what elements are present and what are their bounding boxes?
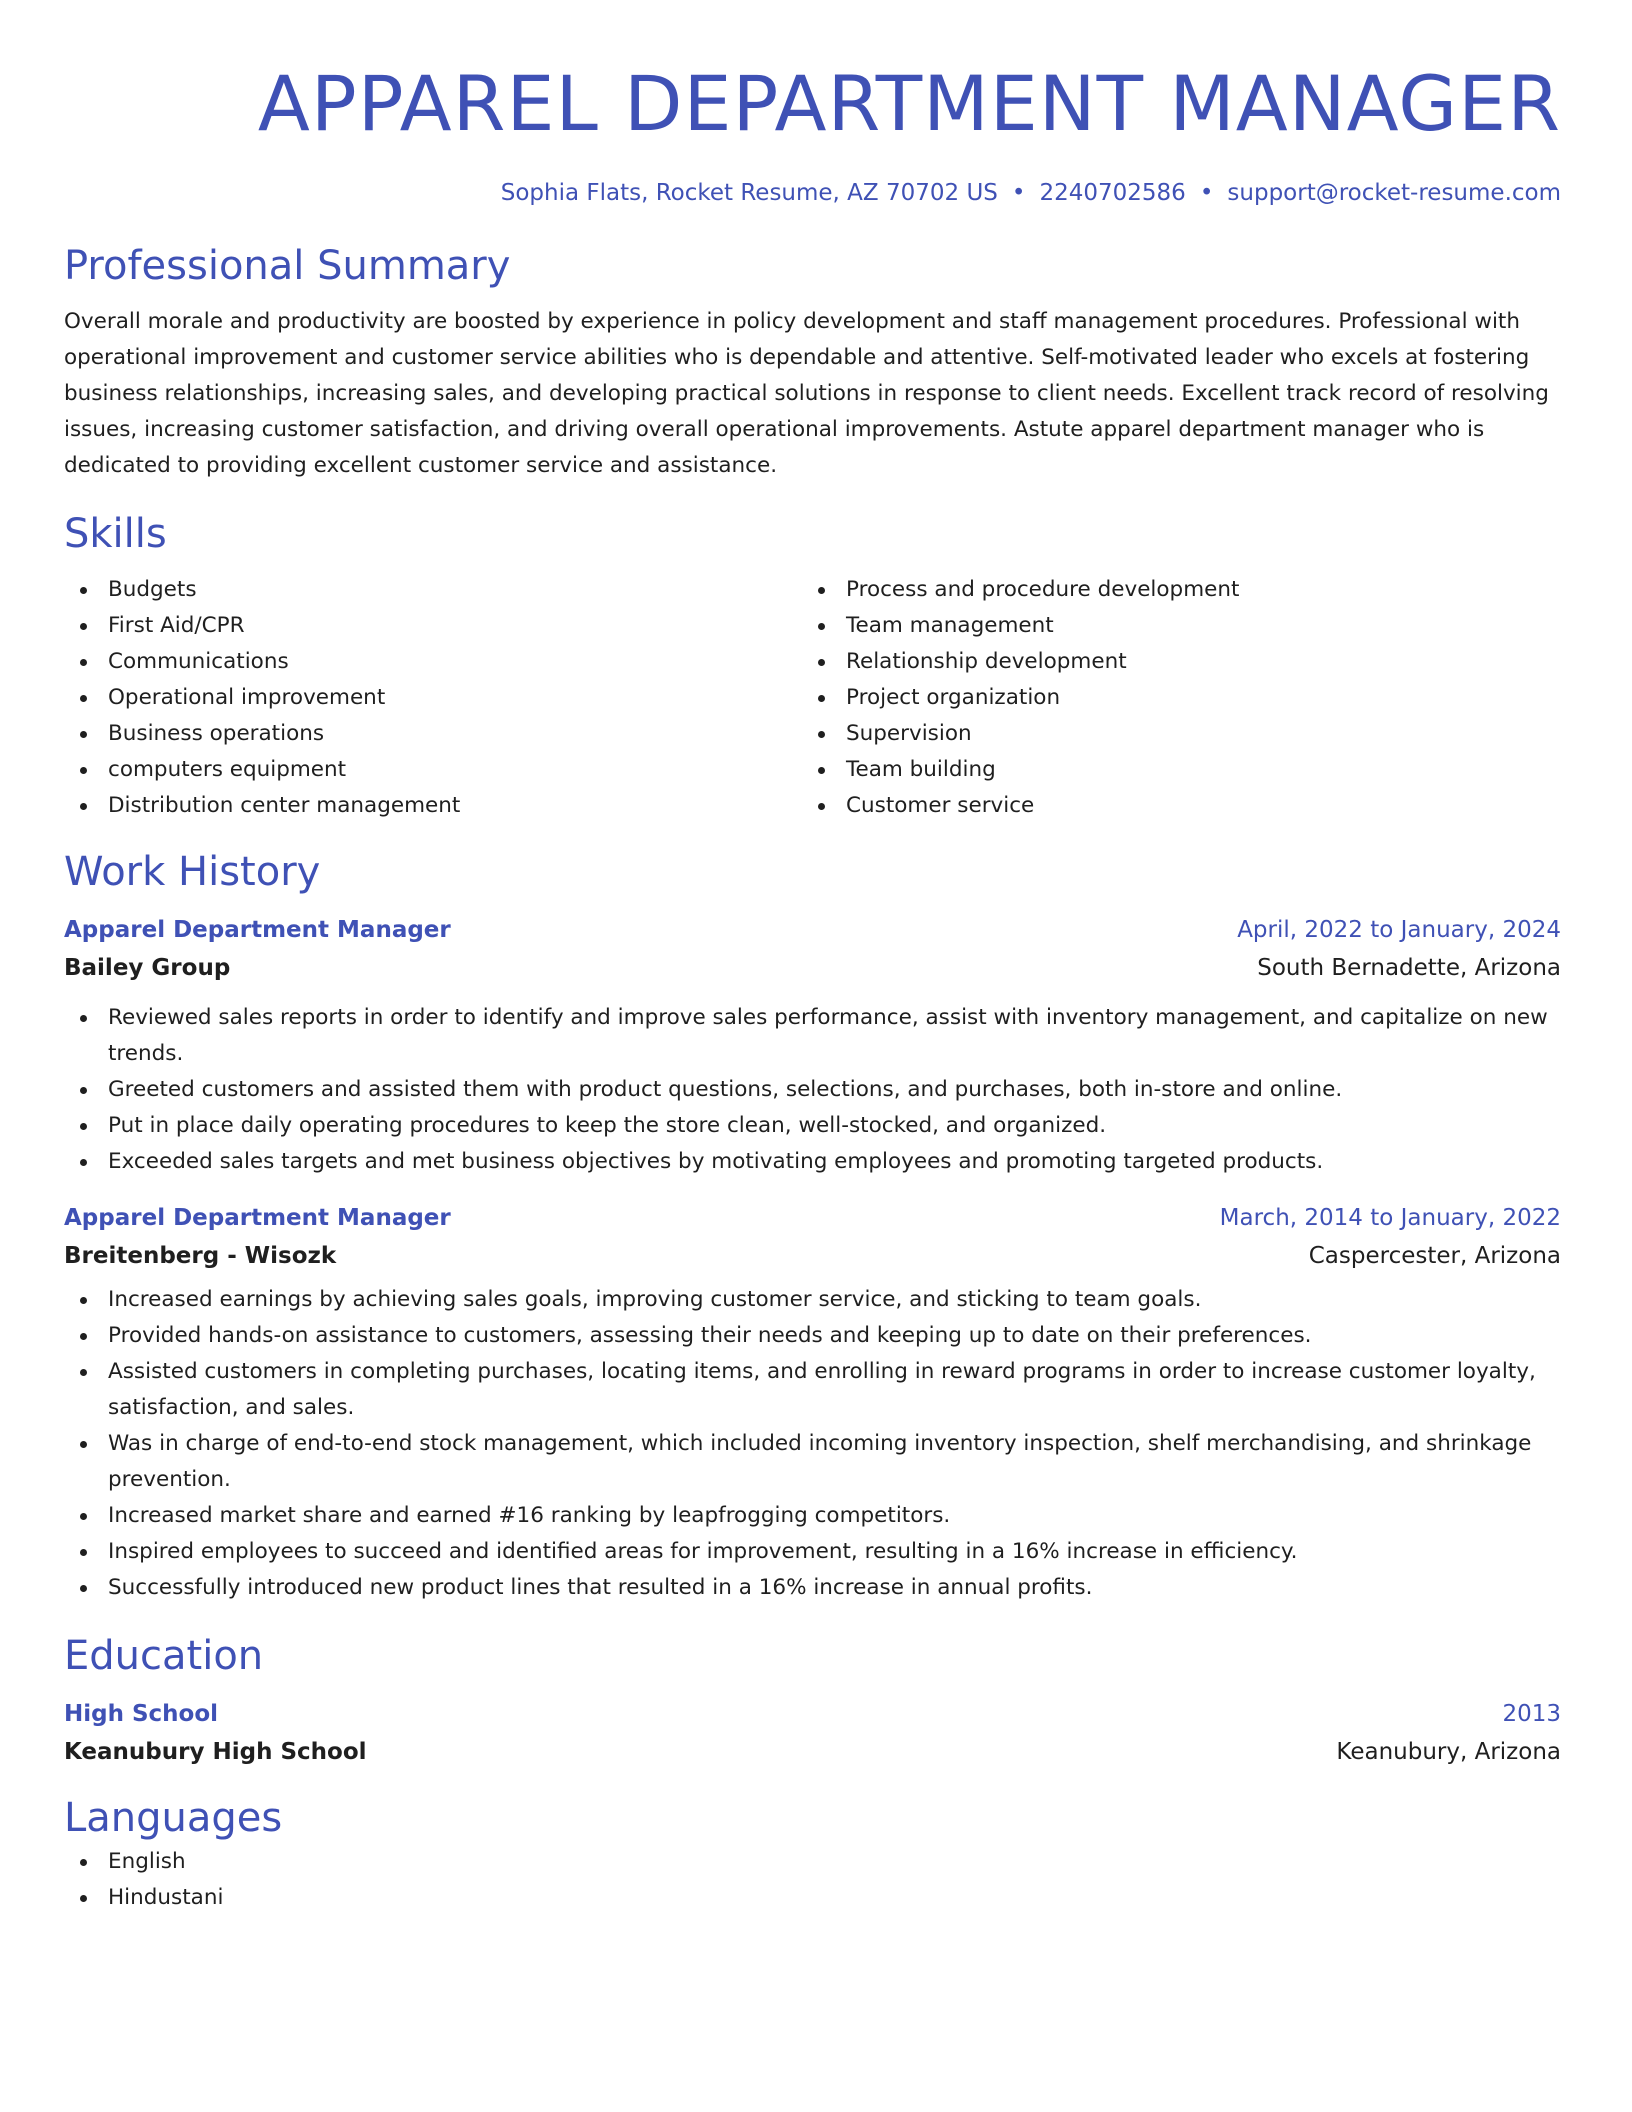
contact-separator: • [1199, 180, 1214, 206]
job-bullet: Was in charge of end-to-end stock management, which included incoming inventory inspection, shelf merchandising, and shrinkage prevention. [64, 1426, 1561, 1498]
education-degree: High School [64, 1701, 219, 1727]
skill-item: Project organization [802, 680, 1540, 716]
skill-item: Operational improvement [64, 680, 802, 716]
education-school-row [64, 1732, 1561, 1772]
job-title: Apparel Department Manager [64, 1205, 451, 1231]
job-bullet: Successfully introduced new product lines that resulted in a 16% increase in annual profits. [64, 1570, 1561, 1606]
job-entry [64, 912, 1561, 1180]
languages-heading: Languages [64, 1795, 283, 1841]
resume-header [64, 56, 1561, 208]
skill-item: Customer service [802, 788, 1540, 824]
education-degree-row [64, 1696, 1561, 1732]
job-dates: March, 2014 to January, 2022 [1219, 1205, 1561, 1231]
skill-item: Team building [802, 752, 1540, 788]
skill-item: computers equipment [64, 752, 802, 788]
job-bullet: Increased earnings by achieving sales goals, improving customer service, and sticking to team goals. [64, 1282, 1561, 1318]
education-school: Keanubury High School [64, 1739, 367, 1765]
skill-item: First Aid/CPR [64, 608, 802, 644]
job-bullet: Increased market share and earned #16 ranking by leapfrogging competitors. [64, 1498, 1561, 1534]
languages-section [64, 1792, 1561, 1916]
language-item: Hindustani [64, 1880, 1561, 1916]
contact-address: Sophia Flats, Rocket Resume, AZ 70702 US [500, 180, 998, 206]
job-bullets [64, 1000, 1561, 1180]
skill-item: Supervision [802, 716, 1540, 752]
education-year: 2013 [1502, 1701, 1561, 1727]
skills-heading: Skills [64, 511, 167, 557]
skills-list-right [802, 572, 1540, 824]
education-section [64, 1630, 1561, 1772]
job-bullet: Exceeded sales targets and met business objectives by motivating employees and promoting targeted products. [64, 1144, 1561, 1180]
language-item: English [64, 1844, 1561, 1880]
job-bullet: Greeted customers and assisted them with product questions, selections, and purchases, both in-store and online. [64, 1072, 1561, 1108]
resume-page [64, 0, 1561, 1916]
languages-list [64, 1844, 1561, 1916]
skill-item: Budgets [64, 572, 802, 608]
job-bullet: Reviewed sales reports in order to identify and improve sales performance, assist with inventory management, and capitalize on new trends. [64, 1000, 1561, 1072]
skill-item: Relationship development [802, 644, 1540, 680]
job-bullets [64, 1282, 1561, 1606]
contact-phone: 2240702586 [1039, 180, 1186, 206]
work-history-heading: Work History [64, 849, 321, 895]
skill-item: Process and procedure development [802, 572, 1540, 608]
education-entry [64, 1696, 1561, 1772]
job-location: South Bernadette, Arizona [1257, 955, 1561, 981]
summary-heading: Professional Summary [64, 243, 511, 289]
resume-name: APPAREL DEPARTMENT MANAGER [257, 59, 1561, 148]
job-bullet: Inspired employees to succeed and identified areas for improvement, resulting in a 16% increase in efficiency. [64, 1534, 1561, 1570]
skill-item: Team management [802, 608, 1540, 644]
education-heading: Education [64, 1633, 264, 1679]
job-entry [64, 1200, 1561, 1606]
job-employer-row [64, 1236, 1561, 1276]
job-title-row [64, 1200, 1561, 1236]
work-history-section [64, 846, 1561, 1606]
summary-section [64, 240, 1561, 484]
job-location: Caspercester, Arizona [1308, 1243, 1561, 1269]
education-location: Keanubury, Arizona [1336, 1739, 1561, 1765]
contact-email[interactable]: support@rocket-resume.com [1227, 180, 1561, 206]
skill-item: Business operations [64, 716, 802, 752]
job-title-row [64, 912, 1561, 948]
job-title: Apparel Department Manager [64, 917, 451, 943]
job-employer-row [64, 948, 1561, 988]
skills-list-left [64, 572, 802, 824]
skill-item: Distribution center management [64, 788, 802, 824]
skills-columns [64, 572, 1561, 824]
skills-section [64, 508, 1561, 824]
job-employer: Breitenberg - Wisozk [64, 1243, 337, 1269]
job-employer: Bailey Group [64, 955, 231, 981]
contact-line [64, 178, 1561, 208]
job-bullet: Provided hands-on assistance to customers, assessing their needs and keeping up to date on their preferences. [64, 1318, 1561, 1354]
skill-item: Communications [64, 644, 802, 680]
job-bullet: Put in place daily operating procedures to keep the store clean, well-stocked, and organized. [64, 1108, 1561, 1144]
job-bullet: Assisted customers in completing purchases, locating items, and enrolling in reward programs in order to increase customer loyalty, satisfaction, and sales. [64, 1354, 1561, 1426]
contact-separator: • [1011, 180, 1026, 206]
job-dates: April, 2022 to January, 2024 [1237, 917, 1561, 943]
summary-text: Overall morale and productivity are boosted by experience in policy development and staff management procedures. Professional with operational improvement and customer service abilities who is dependable and attentive. Self-motivated leader who excels at fostering business relationships, increasing sales, and developing practical solutions in response to client needs. Excellent track record of resolving issues, increasing customer satisfaction, and driving overall operational improvements. Astute apparel department manager who is dedicated to providing excellent customer service and assistance. [64, 309, 1549, 478]
